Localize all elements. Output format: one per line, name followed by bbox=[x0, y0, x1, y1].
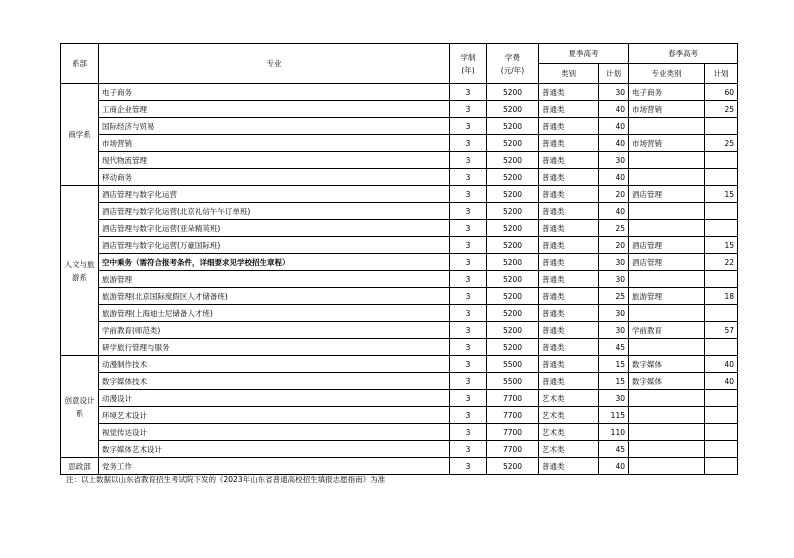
major-cell: 动漫设计 bbox=[99, 390, 450, 407]
table-row bbox=[61, 424, 738, 441]
table-row bbox=[61, 186, 738, 203]
years-cell: 3 bbox=[450, 271, 487, 288]
summer-type-cell: 普通类 bbox=[539, 84, 599, 101]
spring-plan-cell: 22 bbox=[705, 254, 738, 271]
years-cell: 3 bbox=[450, 237, 487, 254]
fee-cell: 5200 bbox=[487, 220, 539, 237]
spring-type-cell bbox=[629, 118, 705, 135]
spring-type-cell: 电子商务 bbox=[629, 84, 705, 101]
table-row bbox=[61, 441, 738, 458]
summer-plan-cell: 15 bbox=[599, 373, 629, 390]
table-row bbox=[61, 118, 738, 135]
summer-type-cell: 普通类 bbox=[539, 118, 599, 135]
major-cell: 电子商务 bbox=[99, 84, 450, 101]
fee-cell: 5200 bbox=[487, 305, 539, 322]
table-row bbox=[61, 390, 738, 407]
fee-cell: 5200 bbox=[487, 186, 539, 203]
spring-plan-cell bbox=[705, 203, 738, 220]
fee-cell: 7700 bbox=[487, 424, 539, 441]
table-row bbox=[61, 254, 738, 271]
summer-type-cell: 艺术类 bbox=[539, 407, 599, 424]
header-spring-type: 专业类别 bbox=[629, 64, 705, 84]
spring-type-cell: 酒店管理 bbox=[629, 237, 705, 254]
major-cell: 国际经济与贸易 bbox=[99, 118, 450, 135]
years-cell: 3 bbox=[450, 305, 487, 322]
header-summer-exam: 夏季高考 bbox=[539, 44, 629, 64]
department-cell: 思政部 bbox=[61, 458, 99, 475]
header-years bbox=[450, 44, 487, 84]
fee-cell: 7700 bbox=[487, 390, 539, 407]
spring-type-cell bbox=[629, 458, 705, 475]
summer-type-cell: 普通类 bbox=[539, 135, 599, 152]
table-row bbox=[61, 288, 738, 305]
summer-plan-cell: 25 bbox=[599, 288, 629, 305]
years-cell: 3 bbox=[450, 101, 487, 118]
spring-plan-cell: 40 bbox=[705, 356, 738, 373]
table-row bbox=[61, 237, 738, 254]
summer-type-cell: 普通类 bbox=[539, 101, 599, 118]
summer-plan-cell: 20 bbox=[599, 237, 629, 254]
summer-type-cell: 普通类 bbox=[539, 186, 599, 203]
spring-plan-cell: 15 bbox=[705, 186, 738, 203]
summer-plan-cell: 45 bbox=[599, 441, 629, 458]
major-cell: 旅游管理 bbox=[99, 271, 450, 288]
spring-plan-cell bbox=[705, 152, 738, 169]
spring-plan-cell bbox=[705, 271, 738, 288]
table-row bbox=[61, 169, 738, 186]
years-cell: 3 bbox=[450, 203, 487, 220]
summer-type-cell: 普通类 bbox=[539, 271, 599, 288]
table-row bbox=[61, 135, 738, 152]
years-cell: 3 bbox=[450, 254, 487, 271]
spring-type-cell: 酒店管理 bbox=[629, 186, 705, 203]
fee-cell: 5200 bbox=[487, 203, 539, 220]
major-cell: 移动商务 bbox=[99, 169, 450, 186]
spring-plan-cell: 57 bbox=[705, 322, 738, 339]
spring-type-cell: 市场营销 bbox=[629, 101, 705, 118]
summer-plan-cell: 30 bbox=[599, 390, 629, 407]
years-cell: 3 bbox=[450, 458, 487, 475]
spring-plan-cell bbox=[705, 390, 738, 407]
enrollment-table bbox=[60, 43, 738, 475]
major-cell: 酒店管理与数字化运营(北京礼信午午订单班) bbox=[99, 203, 450, 220]
spring-plan-cell bbox=[705, 220, 738, 237]
major-cell: 现代物流管理 bbox=[99, 152, 450, 169]
spring-plan-cell bbox=[705, 458, 738, 475]
header-fee-line2: (元/年) bbox=[500, 65, 525, 75]
years-cell: 3 bbox=[450, 441, 487, 458]
major-cell: 旅游管理(上海迪士尼储备人才班) bbox=[99, 305, 450, 322]
summer-plan-cell: 30 bbox=[599, 152, 629, 169]
spring-plan-cell bbox=[705, 305, 738, 322]
spring-type-cell bbox=[629, 390, 705, 407]
fee-cell: 5200 bbox=[487, 339, 539, 356]
spring-type-cell: 学前教育 bbox=[629, 322, 705, 339]
major-cell: 动漫制作技术 bbox=[99, 356, 450, 373]
summer-plan-cell: 30 bbox=[599, 322, 629, 339]
summer-type-cell: 普通类 bbox=[539, 288, 599, 305]
fee-cell: 5200 bbox=[487, 254, 539, 271]
spring-plan-cell: 60 bbox=[705, 84, 738, 101]
spring-type-cell bbox=[629, 424, 705, 441]
header-fee-line1: 学费 bbox=[505, 52, 520, 62]
fee-cell: 7700 bbox=[487, 441, 539, 458]
spring-plan-cell: 25 bbox=[705, 101, 738, 118]
department-cell: 商学系 bbox=[61, 84, 99, 186]
years-cell: 3 bbox=[450, 169, 487, 186]
summer-plan-cell: 110 bbox=[599, 424, 629, 441]
fee-cell: 5200 bbox=[487, 237, 539, 254]
spring-type-cell bbox=[629, 220, 705, 237]
header-years-line1: 学制 bbox=[460, 52, 476, 62]
header-spring-plan: 计划 bbox=[705, 64, 738, 84]
spring-plan-cell bbox=[705, 407, 738, 424]
major-cell: 视觉传达设计 bbox=[99, 424, 450, 441]
fee-cell: 5200 bbox=[487, 322, 539, 339]
fee-cell: 7700 bbox=[487, 407, 539, 424]
major-cell: 酒店管理与数字化运营 bbox=[99, 186, 450, 203]
header-major: 专业 bbox=[99, 44, 450, 84]
summer-type-cell: 艺术类 bbox=[539, 424, 599, 441]
spring-plan-cell: 40 bbox=[705, 373, 738, 390]
summer-type-cell: 普通类 bbox=[539, 169, 599, 186]
spring-plan-cell bbox=[705, 424, 738, 441]
spring-type-cell bbox=[629, 169, 705, 186]
spring-type-cell bbox=[629, 407, 705, 424]
fee-cell: 5200 bbox=[487, 458, 539, 475]
years-cell: 3 bbox=[450, 424, 487, 441]
summer-type-cell: 普通类 bbox=[539, 152, 599, 169]
major-cell: 旅游管理(北京国际度假区人才储备班) bbox=[99, 288, 450, 305]
fee-cell: 5200 bbox=[487, 288, 539, 305]
spring-type-cell bbox=[629, 203, 705, 220]
header-spring-exam: 春季高考 bbox=[629, 44, 738, 64]
major-cell: 空中乘务（需符合报考条件，详细要求见学校招生章程） bbox=[99, 254, 450, 271]
summer-type-cell: 普通类 bbox=[539, 458, 599, 475]
spring-type-cell bbox=[629, 339, 705, 356]
years-cell: 3 bbox=[450, 152, 487, 169]
fee-cell: 5500 bbox=[487, 356, 539, 373]
years-cell: 3 bbox=[450, 220, 487, 237]
summer-plan-cell: 40 bbox=[599, 458, 629, 475]
table-row bbox=[61, 407, 738, 424]
table-row bbox=[61, 356, 738, 373]
years-cell: 3 bbox=[450, 186, 487, 203]
summer-plan-cell: 30 bbox=[599, 254, 629, 271]
summer-plan-cell: 40 bbox=[599, 101, 629, 118]
spring-type-cell: 市场营销 bbox=[629, 135, 705, 152]
table-row bbox=[61, 339, 738, 356]
spring-plan-cell bbox=[705, 169, 738, 186]
spring-type-cell bbox=[629, 271, 705, 288]
table-row bbox=[61, 101, 738, 118]
summer-type-cell: 普通类 bbox=[539, 373, 599, 390]
summer-plan-cell: 30 bbox=[599, 84, 629, 101]
summer-type-cell: 普通类 bbox=[539, 203, 599, 220]
years-cell: 3 bbox=[450, 339, 487, 356]
summer-type-cell: 普通类 bbox=[539, 339, 599, 356]
header-dept: 系部 bbox=[61, 44, 99, 84]
summer-type-cell: 艺术类 bbox=[539, 441, 599, 458]
fee-cell: 5200 bbox=[487, 152, 539, 169]
department-cell: 人文与旅游系 bbox=[61, 186, 99, 356]
table-row bbox=[61, 220, 738, 237]
fee-cell: 5200 bbox=[487, 84, 539, 101]
spring-type-cell: 旅游管理 bbox=[629, 288, 705, 305]
spring-type-cell: 数字媒体 bbox=[629, 373, 705, 390]
years-cell: 3 bbox=[450, 322, 487, 339]
summer-plan-cell: 40 bbox=[599, 135, 629, 152]
table-row bbox=[61, 84, 738, 101]
fee-cell: 5200 bbox=[487, 135, 539, 152]
summer-type-cell: 普通类 bbox=[539, 254, 599, 271]
fee-cell: 5200 bbox=[487, 169, 539, 186]
years-cell: 3 bbox=[450, 84, 487, 101]
major-cell: 学前教育(师范类) bbox=[99, 322, 450, 339]
summer-plan-cell: 40 bbox=[599, 203, 629, 220]
major-cell: 党务工作 bbox=[99, 458, 450, 475]
table-row bbox=[61, 458, 738, 475]
table-row bbox=[61, 203, 738, 220]
table-row bbox=[61, 305, 738, 322]
summer-type-cell: 普通类 bbox=[539, 356, 599, 373]
summer-plan-cell: 115 bbox=[599, 407, 629, 424]
major-cell: 工商企业管理 bbox=[99, 101, 450, 118]
summer-plan-cell: 20 bbox=[599, 186, 629, 203]
table-row bbox=[61, 271, 738, 288]
table-row bbox=[61, 373, 738, 390]
summer-type-cell: 普通类 bbox=[539, 305, 599, 322]
years-cell: 3 bbox=[450, 135, 487, 152]
spring-plan-cell bbox=[705, 441, 738, 458]
spring-type-cell: 酒店管理 bbox=[629, 254, 705, 271]
footnote: 注：以上数据以山东省教育招生考试院下发的《2023年山东省普通高校招生填报志愿指南》为准 bbox=[66, 475, 386, 484]
years-cell: 3 bbox=[450, 288, 487, 305]
fee-cell: 5200 bbox=[487, 118, 539, 135]
header-fee bbox=[487, 44, 539, 84]
summer-plan-cell: 30 bbox=[599, 305, 629, 322]
fee-cell: 5200 bbox=[487, 271, 539, 288]
major-cell: 酒店管理与数字化运营(万豪国际班) bbox=[99, 237, 450, 254]
years-cell: 3 bbox=[450, 356, 487, 373]
summer-plan-cell: 25 bbox=[599, 220, 629, 237]
spring-plan-cell: 25 bbox=[705, 135, 738, 152]
spring-plan-cell bbox=[705, 118, 738, 135]
summer-type-cell: 普通类 bbox=[539, 322, 599, 339]
summer-type-cell: 艺术类 bbox=[539, 390, 599, 407]
header-summer-plan: 计划 bbox=[599, 64, 629, 84]
header-years-line2: (年) bbox=[461, 65, 475, 75]
summer-type-cell: 普通类 bbox=[539, 220, 599, 237]
major-cell: 环境艺术设计 bbox=[99, 407, 450, 424]
major-cell: 市场营销 bbox=[99, 135, 450, 152]
fee-cell: 5500 bbox=[487, 373, 539, 390]
summer-type-cell: 普通类 bbox=[539, 237, 599, 254]
table-body bbox=[61, 84, 738, 475]
years-cell: 3 bbox=[450, 390, 487, 407]
years-cell: 3 bbox=[450, 118, 487, 135]
spring-type-cell bbox=[629, 305, 705, 322]
department-cell: 创意设计系 bbox=[61, 356, 99, 458]
major-cell: 酒店管理与数字化运营(亚朵精英班) bbox=[99, 220, 450, 237]
table-row bbox=[61, 322, 738, 339]
table-row bbox=[61, 152, 738, 169]
years-cell: 3 bbox=[450, 407, 487, 424]
major-cell: 研学旅行管理与服务 bbox=[99, 339, 450, 356]
summer-plan-cell: 15 bbox=[599, 356, 629, 373]
major-cell: 数字媒体技术 bbox=[99, 373, 450, 390]
summer-plan-cell: 40 bbox=[599, 169, 629, 186]
spring-type-cell: 数字媒体 bbox=[629, 356, 705, 373]
spring-plan-cell bbox=[705, 339, 738, 356]
summer-plan-cell: 40 bbox=[599, 118, 629, 135]
spring-plan-cell: 15 bbox=[705, 237, 738, 254]
summer-plan-cell: 45 bbox=[599, 339, 629, 356]
spring-type-cell bbox=[629, 441, 705, 458]
major-cell: 数字媒体艺术设计 bbox=[99, 441, 450, 458]
years-cell: 3 bbox=[450, 373, 487, 390]
header-summer-type: 类别 bbox=[539, 64, 599, 84]
spring-type-cell bbox=[629, 152, 705, 169]
fee-cell: 5200 bbox=[487, 101, 539, 118]
spring-plan-cell: 18 bbox=[705, 288, 738, 305]
summer-plan-cell: 30 bbox=[599, 271, 629, 288]
